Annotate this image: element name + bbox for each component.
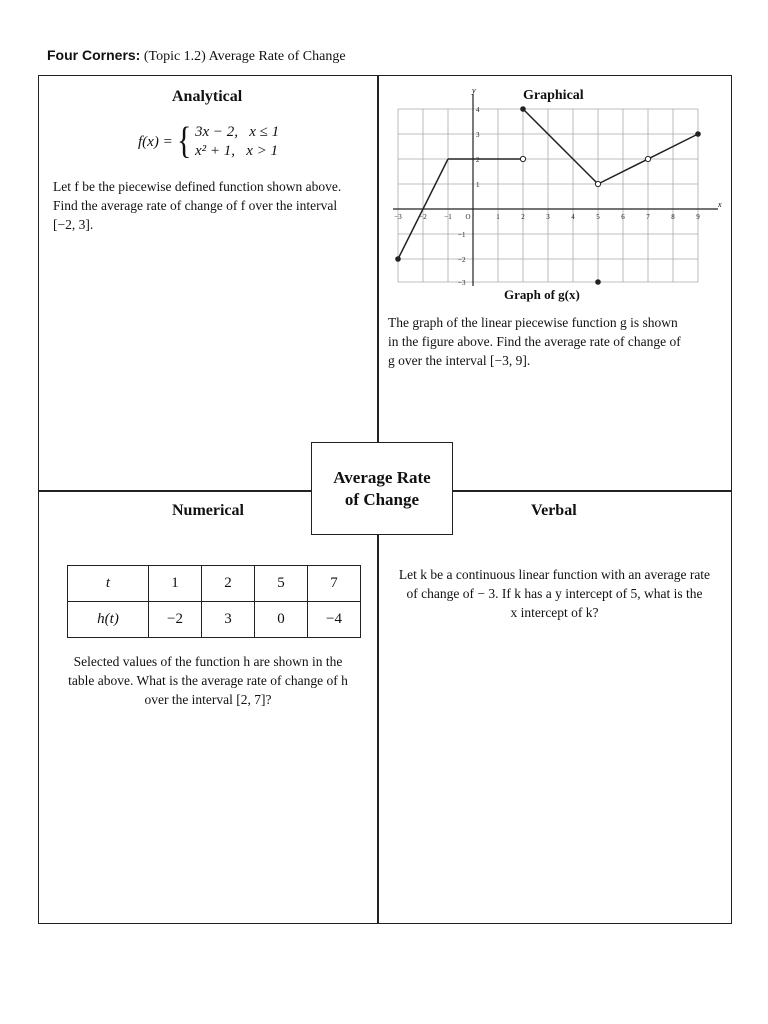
y-tick: 3 xyxy=(476,131,480,139)
numerical-line-2: table above. What is the average rate of change of h xyxy=(68,673,348,688)
case-2: x² + 1, x > 1 xyxy=(194,143,278,159)
x-tick: 5 xyxy=(596,213,600,221)
center-title-line-1: Average Rate xyxy=(333,467,431,487)
page-header xyxy=(47,47,346,65)
x-tick: 3 xyxy=(546,213,550,221)
verbal-question xyxy=(383,565,726,622)
table-cell: −2 xyxy=(149,602,202,638)
table-cell: h(t) xyxy=(68,602,149,638)
closed-point xyxy=(595,279,601,285)
y-tick: −1 xyxy=(458,231,466,239)
values-table xyxy=(67,565,361,638)
x-tick: −1 xyxy=(444,213,452,221)
table-row xyxy=(68,566,361,602)
table-cell: 0 xyxy=(255,602,308,638)
open-point xyxy=(645,156,650,161)
closed-point xyxy=(695,131,701,137)
y-tick: 4 xyxy=(476,106,480,114)
y-tick: 2 xyxy=(476,156,480,164)
open-point xyxy=(520,156,525,161)
verbal-line-2: of change of − 3. If k has a y intercept of 5, what is the xyxy=(406,586,703,601)
closed-point xyxy=(520,106,526,112)
analytical-question xyxy=(53,177,341,234)
graphical-line-2: in the figure above. Find the average rate of change of xyxy=(388,334,681,349)
table-header-cell: t xyxy=(68,566,149,602)
x-axis-label: x xyxy=(718,200,722,209)
y-tick: −3 xyxy=(458,279,466,287)
analytical-line-2: Find the average rate of change of f over the interval xyxy=(53,198,338,213)
analytical-line-1: Let f be the piecewise defined function shown above. xyxy=(53,179,342,194)
x-tick: 8 xyxy=(671,213,675,221)
numerical-line-1: Selected values of the function h are shown in the xyxy=(73,654,343,669)
y-tick: −2 xyxy=(458,256,466,264)
graphical-question xyxy=(388,313,681,370)
piecewise-graph xyxy=(388,86,728,291)
table-header-cell: 1 xyxy=(149,566,202,602)
y-tick: 1 xyxy=(476,181,480,189)
x-tick: 9 xyxy=(696,213,700,221)
equation-cases xyxy=(195,123,279,161)
center-title-box xyxy=(311,442,453,535)
x-tick: 4 xyxy=(571,213,575,221)
graphical-title: Graphical xyxy=(523,88,584,103)
verbal-line-1: Let k be a continuous linear function with an average rate xyxy=(398,567,711,582)
segment-3 xyxy=(523,109,598,184)
numerical-line-3: over the interval [2, 7]? xyxy=(144,692,272,707)
case-1: 3x − 2, x ≤ 1 xyxy=(194,124,280,140)
table-header-cell: 2 xyxy=(202,566,255,602)
header-label: Four Corners: xyxy=(47,47,141,63)
closed-point xyxy=(395,256,401,262)
x-tick: −3 xyxy=(394,213,402,221)
brace-symbol: { xyxy=(176,120,192,162)
table-header-cell: 7 xyxy=(308,566,361,602)
x-tick: 2 xyxy=(521,213,525,221)
verbal-line-3: x intercept of k? xyxy=(510,605,599,620)
x-tick: −2 xyxy=(419,213,427,221)
x-tick: 1 xyxy=(496,213,500,221)
open-point xyxy=(595,181,600,186)
numerical-question xyxy=(53,652,363,709)
center-title-line-2: of Change xyxy=(344,489,420,509)
header-topic: (Topic 1.2) Average Rate of Change xyxy=(140,49,346,64)
table-row xyxy=(68,602,361,638)
verbal-title: Verbal xyxy=(531,502,577,519)
table-header-cell: 5 xyxy=(255,566,308,602)
piecewise-equation xyxy=(138,122,279,162)
y-axis-label: y xyxy=(472,86,476,95)
table-cell: −4 xyxy=(308,602,361,638)
analytical-title: Analytical xyxy=(172,88,243,105)
table-cell: 3 xyxy=(202,602,255,638)
origin-label: O xyxy=(465,213,471,221)
x-tick: 7 xyxy=(646,213,650,221)
graphical-line-1: The graph of the linear piecewise function g is shown xyxy=(388,315,678,330)
analytical-line-3: [−2, 3]. xyxy=(53,217,94,232)
numerical-title: Numerical xyxy=(172,502,244,519)
x-tick: 6 xyxy=(621,213,625,221)
graph-caption: Graph of g(x) xyxy=(504,287,580,302)
values-table-wrap xyxy=(67,565,361,638)
graphical-line-3: g over the interval [−3, 9]. xyxy=(388,353,531,368)
equation-lhs: f(x) = xyxy=(138,133,173,150)
